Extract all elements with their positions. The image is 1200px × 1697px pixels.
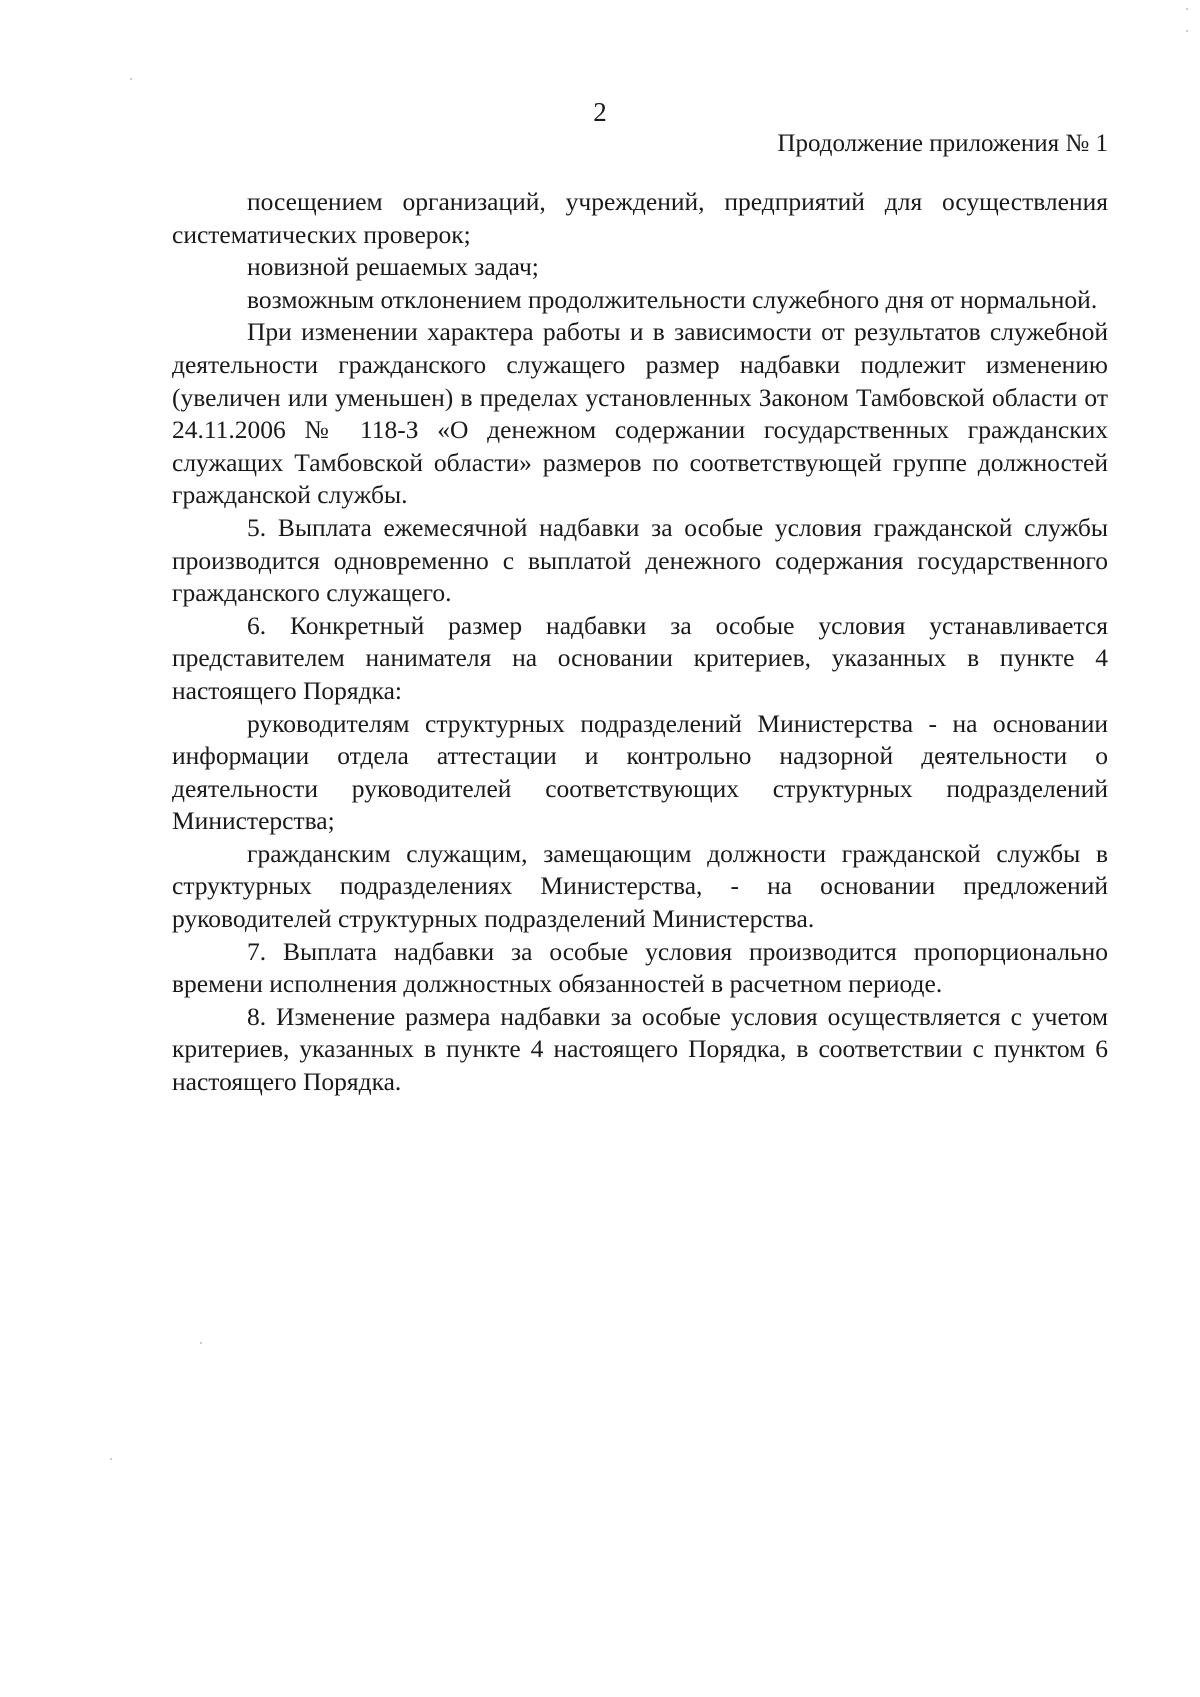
scan-artifact	[130, 78, 132, 80]
document-body	[172, 186, 1108, 1099]
paragraph-item-6: 6. Конкретный размер надбавки за особые условия устанавливается представителем нанимателя на основании критериев, указанных в пункте 4 настоящего Порядка:	[172, 610, 1108, 705]
paragraph-item-7: 7. Выплата надбавки за особые условия производится пропорционально времени исполнения должностных обязанностей в расчетном периоде.	[172, 936, 1108, 999]
page-number: 2	[593, 97, 607, 127]
paragraph-item-8: 8. Изменение размера надбавки за особые условия осуществляется с учетом критериев, указанных в пункте 4 настоящего Порядка, в соответствии с пунктом 6 настоящего Порядка.	[172, 1001, 1108, 1097]
scan-artifact	[200, 1342, 202, 1344]
continuation-heading: Продолжение приложения № 1	[777, 130, 1108, 157]
paragraph-workday-deviation: возможным отклонением продолжительности служебного дня от нормальной.	[247, 284, 1098, 314]
paragraph-item-5: 5. Выплата ежемесячной надбавки за особые условия гражданской службы производится одновременно с выплатой денежного содержания государственного гражданского служащего.	[172, 512, 1108, 608]
paragraph-change-of-work-nature: При изменении характера работы и в зависимости от результатов служебной деятельности гражданского служащего размер надбавки подлежит изменению (увеличен или уменьшен) в пределах установленных Законом Тамбовской области от 24.11.2006 № 118-З «О денежном содержании государственных гражданских служащих Тамбовской области» размеров по соответствующей группе должностей гражданской службы.	[172, 317, 1108, 510]
paragraph-site-visits: посещением организаций, учреждений, предприятий для осуществления систематических проверок;	[172, 187, 1108, 249]
scan-artifact	[110, 1458, 112, 1460]
scan-artifact	[1186, 8, 1188, 10]
paragraph-heads-of-divisions: руководителям структурных подразделений Министерства - на основании информации отдела аттестации и контрольно надзорной деятельности о деятельности руководителей соответствующих структурных подразделений Министерства;	[172, 708, 1108, 836]
scan-artifact	[1186, 30, 1188, 32]
paragraph-civil-servants: гражданским служащим, замещающим должности гражданской службы в структурных подразделениях Министерства, - на основании предложений руководителей структурных подразделений Министерства.	[172, 838, 1108, 934]
paragraph-novelty-of-tasks: новизной решаемых задач;	[247, 252, 539, 282]
